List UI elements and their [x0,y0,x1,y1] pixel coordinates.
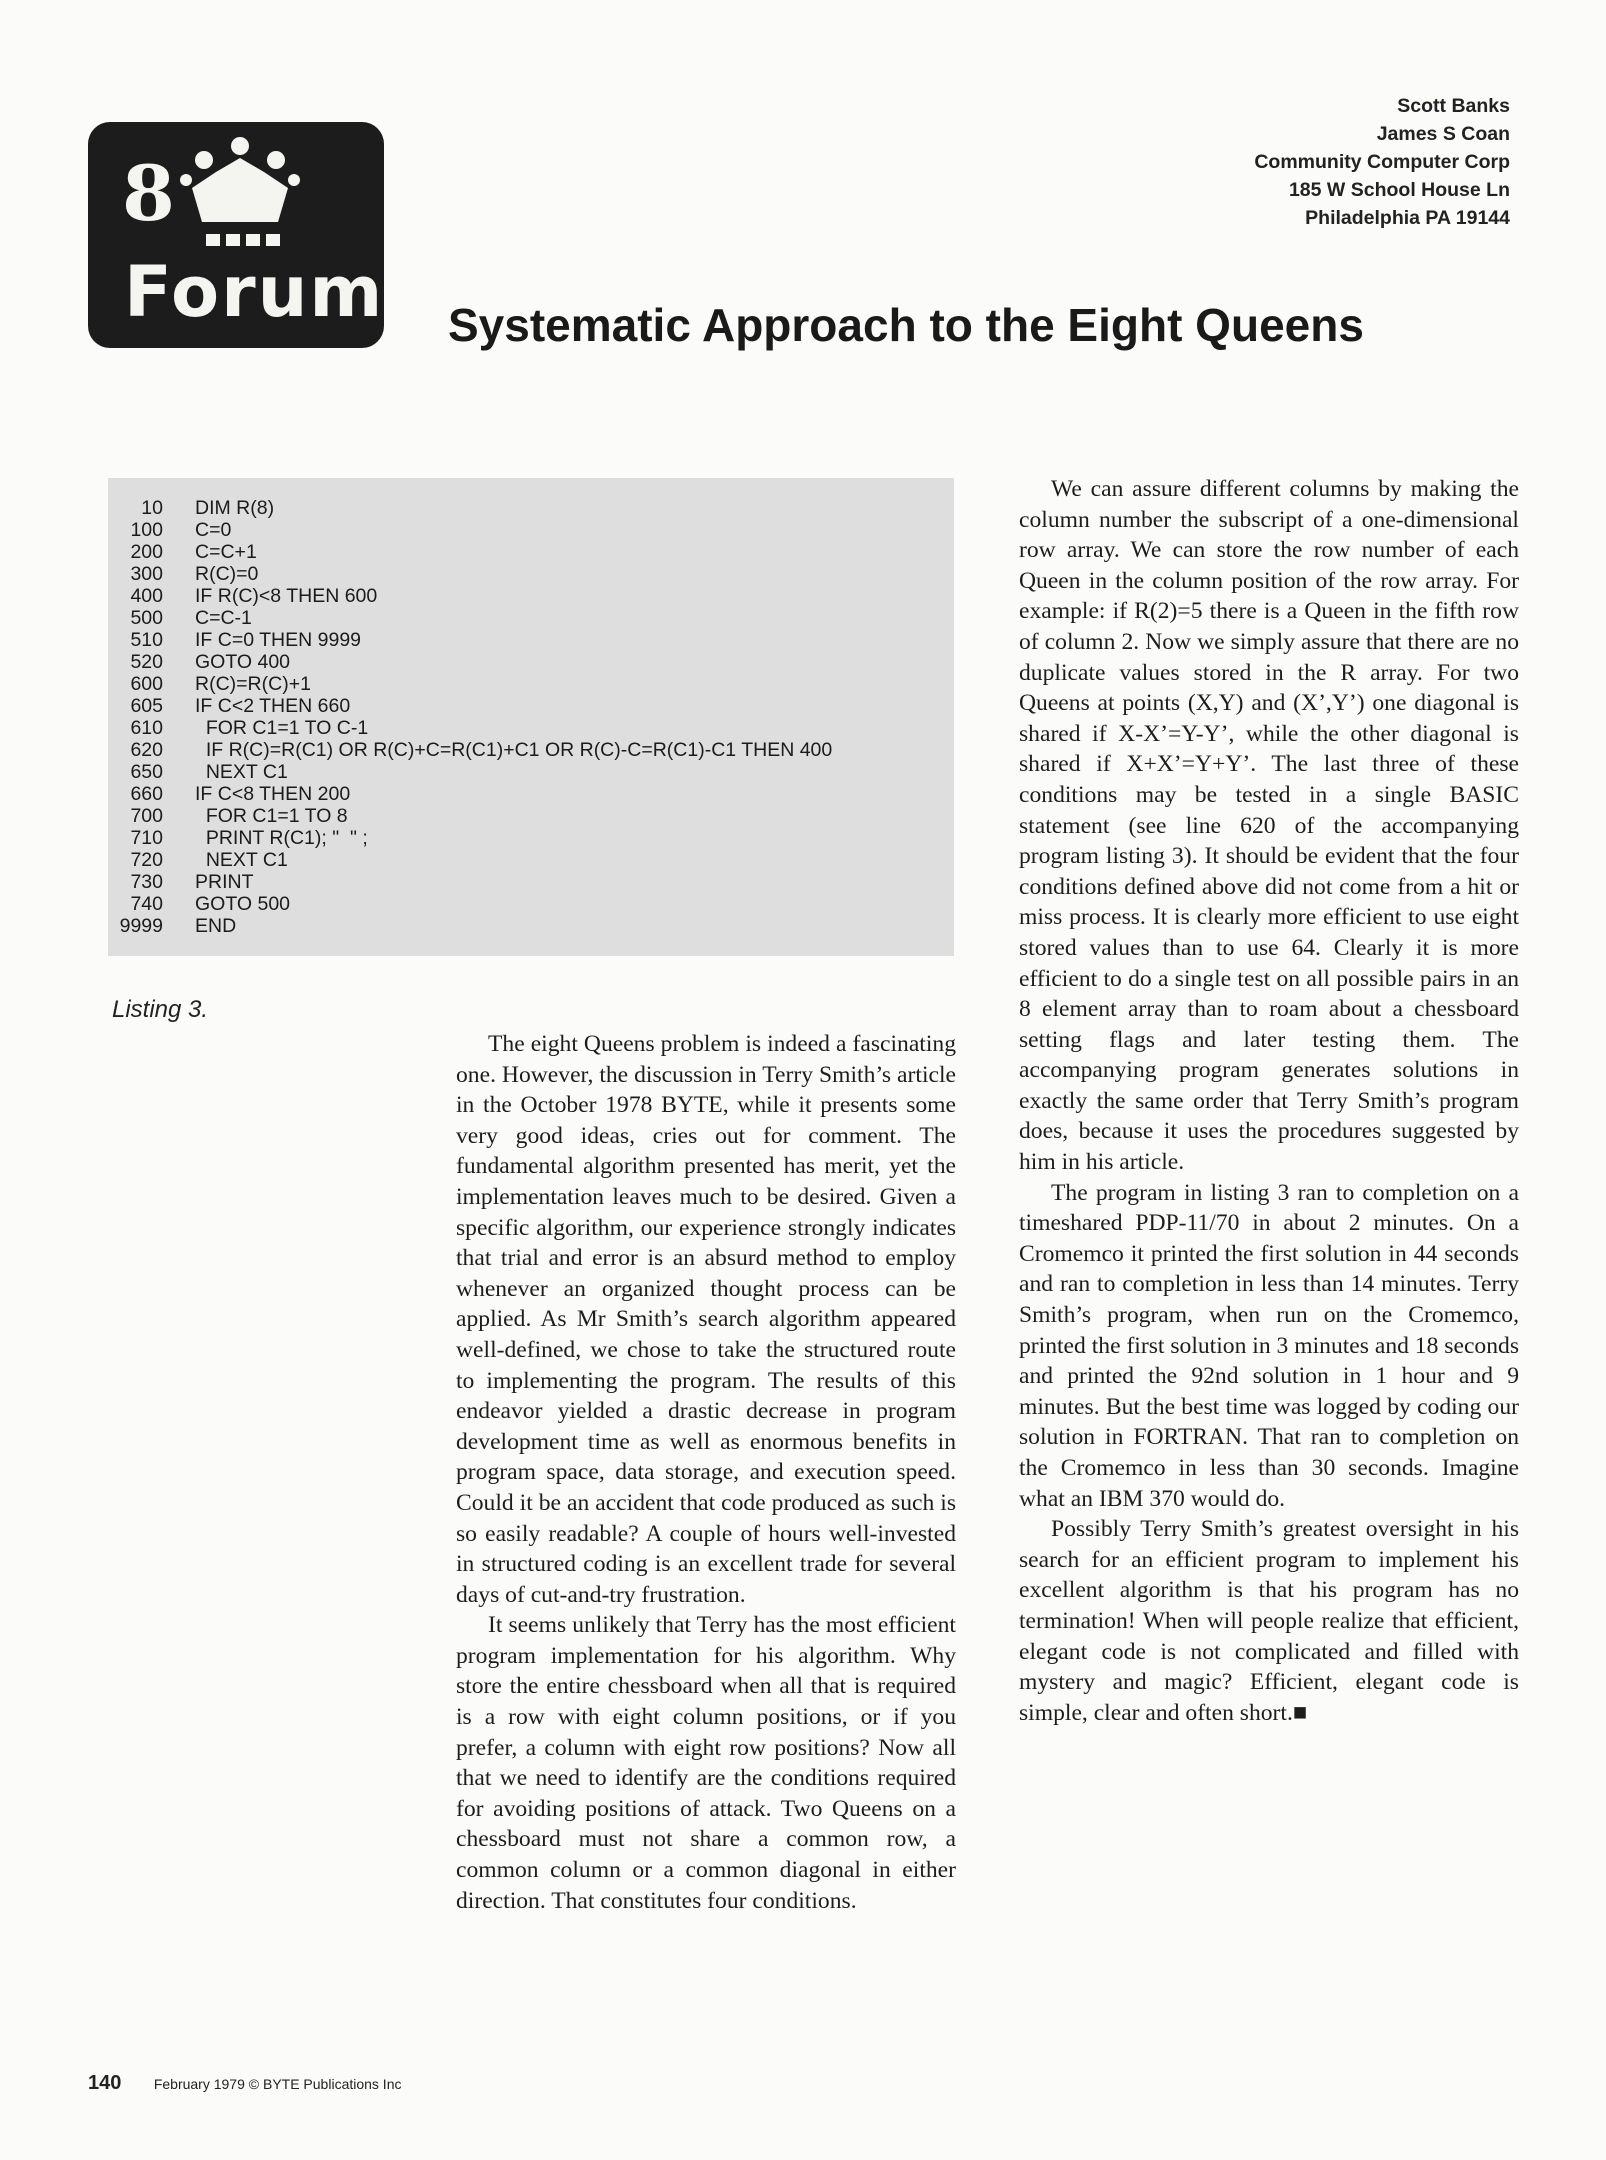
code-line [108,871,254,893]
code-line [108,541,257,563]
page-footer [88,2072,402,2095]
basic-statement: C=C+1 [195,541,257,563]
line-number: 730 [130,871,163,893]
line-number: 300 [130,563,163,585]
body-column-1 [456,1029,956,1916]
paragraph: The eight Queens problem is indeed a fascinating one. However, the discussion in Terry Smith’s article in the October 1978 BYTE, while it presents some very good ideas, cries out for comment. The fundamental algorithm presented has merit, yet the implementation leaves much to be desired. Given a specific algorithm, our experience strongly indicates that trial and error is an absurd method to employ whenever an organized thought process can be applied. As Mr Smith’s search algorithm appeared well-defined, we chose to take the structured route to implementing the program. The results of this endeavor yielded a drastic decrease in program development time as well as enormous benefits in program space, data storage, and execution speed. Could it be an accident that code produced as such is so easily readable? A couple of hours well-invested in structured coding is an excellent trade for several days of cut-and-try frustration. [456,1031,956,1608]
line-number: 400 [130,585,163,607]
author-organization: Community Computer Corp [1254,151,1510,173]
code-line [108,827,368,849]
line-number: 720 [130,849,163,871]
code-line [108,783,351,805]
code-line [108,739,833,761]
code-line [108,673,311,695]
code-listing [108,478,954,956]
basic-statement: PRINT R(C1); " " ; [195,827,368,849]
line-number: 600 [130,673,163,695]
logo-word: Forum [124,251,384,333]
code-line [108,497,275,519]
line-number: 200 [130,541,163,563]
basic-statement: DIM R(8) [195,497,275,519]
line-number: 610 [130,717,163,739]
author-name: James S Coan [1376,123,1510,145]
author-block [1254,92,1510,232]
basic-statement: IF C=0 THEN 9999 [195,629,362,651]
basic-statement: NEXT C1 [195,849,288,871]
basic-statement: NEXT C1 [195,761,288,783]
code-line [108,585,378,607]
paragraph: We can assure different columns by making the column number the subscript of a one-dimensional row array. We can store the row number of each Queen in the column position of the row array. For example: if R(2)=5 there is a Queen in the fifth row of column 2. Now we simply assure that there are no duplicate values stored in the R array. For two Queens at points (X,Y) and (X’,Y’) one diagonal is shared if X-X’=Y-Y’, while the other diagonal is shared if X+X’=Y+Y’. The last three of these conditions may be tested in a single BASIC statement (see line 620 of the accompanying program listing 3). It should be evident that the four conditions defined above did not come from a hit or miss process. It is clearly more efficient to use eight stored values than to use 64. Clearly it is more efficient to do a single test on all possible pairs in an 8 element array than to roam about a chessboard setting flags and later testing them. The accompanying program generates solutions in exactly the same order that Terry Smith’s program does, because it uses the procedures suggested by him in his article. [1019,476,1519,1176]
code-line [108,915,237,937]
line-number: 710 [130,827,163,849]
page-number: 140 [88,2072,122,2094]
author-street: 185 W School House Ln [1288,179,1510,201]
line-number: 100 [130,519,163,541]
basic-statement: FOR C1=1 TO C-1 [195,717,369,739]
basic-statement: IF C<8 THEN 200 [195,783,351,805]
paragraph: The program in listing 3 ran to completion on a timeshared PDP-11/70 in about 2 minutes. On a Cromemco it printed the first solution in 44 seconds and ran to completion in less than 14 minutes. Terry Smith’s program, when run on the Cromemco, printed the first solution in 3 minutes and 18 seconds and printed the 92nd solution in 1 hour and 9 minutes. But the best time was logged by coding our solution in FORTRAN. That ran to completion on the Cromemco in less than 30 seconds. Imagine what an IBM 370 would do. [1019,1179,1519,1512]
paragraph: Possibly Terry Smith’s greatest oversight in his search for an efficient program to implement his excellent algorithm is that his program has no termination! When will people realize that efficient, elegant code is not complicated and filled with mystery and magic? Efficient, elegant code is simple, clear and often short.■ [1019,1516,1519,1726]
basic-statement: IF C<2 THEN 660 [195,695,351,717]
author-name: Scott Banks [1397,95,1510,117]
basic-statement: C=0 [195,519,232,541]
basic-statement: R(C)=0 [195,563,259,585]
basic-statement: PRINT [195,871,254,893]
basic-statement: IF R(C)<8 THEN 600 [195,585,378,607]
code-line [108,629,362,651]
line-number: 700 [130,805,163,827]
code-line [108,651,291,673]
article-title: Systematic Approach to the Eight Queens [448,299,1364,351]
line-number: 9999 [119,915,163,937]
line-number: 10 [141,497,163,519]
line-number: 500 [130,607,163,629]
line-number: 510 [130,629,163,651]
listing-caption: Listing 3. [112,996,209,1023]
line-number: 520 [130,651,163,673]
code-line [108,519,232,541]
line-number: 620 [130,739,163,761]
logo-digit: 8 [122,149,175,238]
forum-logo [88,122,384,348]
basic-statement: GOTO 400 [195,651,291,673]
publication-credit: February 1979 © BYTE Publications Inc [153,2076,402,2092]
author-city: Philadelphia PA 19144 [1305,207,1510,229]
code-line [108,717,369,739]
basic-statement: GOTO 500 [195,893,291,915]
code-line [108,607,252,629]
line-number: 650 [130,761,163,783]
code-line [108,849,288,871]
line-number: 740 [130,893,163,915]
body-column-2 [1019,474,1519,1728]
line-number: 605 [130,695,163,717]
code-line [108,761,288,783]
paragraph: It seems unlikely that Terry has the most efficient program implementation for his algorithm. Why store the entire chessboard when all that is required is a row with eight column positions, or if you prefer, a column with eight row positions? Now all that we need to identify are the conditions required for avoiding positions of attack. Two Queens on a chessboard must not share a common row, a common column or a common diagonal in either direction. That constitutes four conditions. [456,1612,956,1914]
basic-statement: END [195,915,237,937]
basic-statement: R(C)=R(C)+1 [195,673,311,695]
basic-statement: IF R(C)=R(C1) OR R(C)+C=R(C1)+C1 OR R(C)-C=R(C1)-C1 THEN 400 [195,739,833,761]
code-line [108,563,259,585]
basic-statement: FOR C1=1 TO 8 [195,805,348,827]
code-line [108,893,291,915]
code-line [108,805,348,827]
code-line [108,695,351,717]
line-number: 660 [130,783,163,805]
basic-statement: C=C-1 [195,607,252,629]
